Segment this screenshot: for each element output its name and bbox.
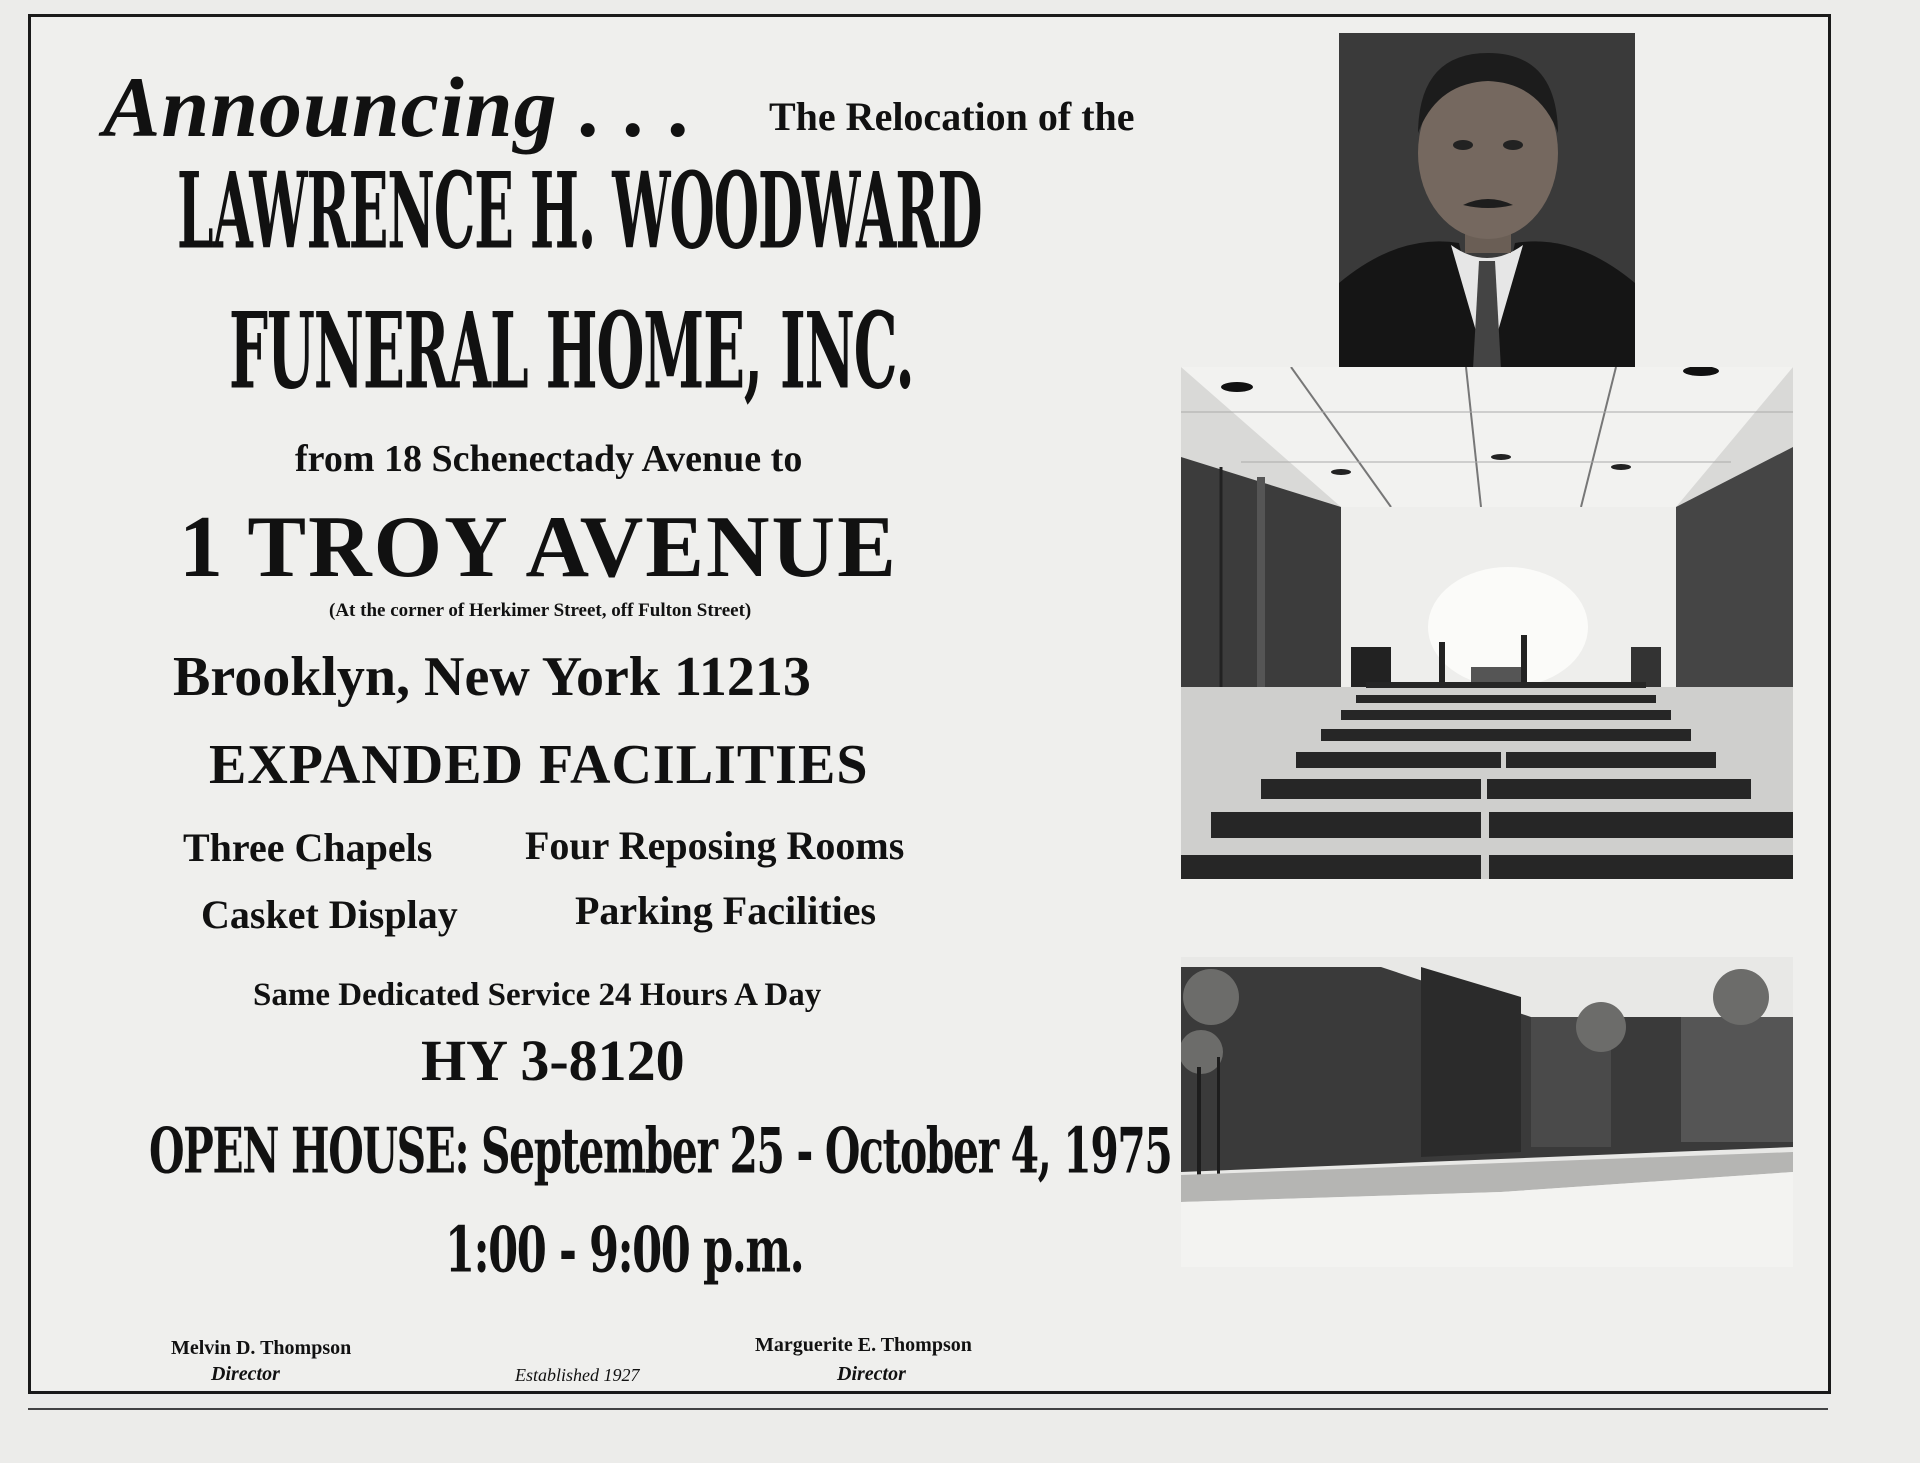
service-line: Same Dedicated Service 24 Hours A Day	[253, 977, 822, 1013]
open-house-line: OPEN HOUSE: September 25 - October 4, 1975	[149, 1115, 1172, 1189]
old-address: from 18 Schenectady Avenue to	[295, 438, 803, 480]
signatory-role: Director	[837, 1363, 906, 1385]
chapel-interior-photo	[1181, 367, 1793, 879]
facility-item: Casket Display	[201, 892, 458, 937]
corner-note: (At the corner of Herkimer Street, off Fulton Street)	[329, 600, 752, 621]
business-name-line1: LAWRENCE H. WOODWARD	[177, 149, 982, 273]
phone-number: HY 3-8120	[421, 1028, 685, 1093]
announcing-heading: Announcing . . .	[103, 59, 693, 155]
bottom-rule	[28, 1408, 1828, 1410]
relocation-subheading: The Relocation of the	[769, 94, 1135, 139]
facility-item: Three Chapels	[183, 825, 433, 870]
established-note: Established 1927	[515, 1365, 640, 1385]
signatory-name: Marguerite E. Thompson	[755, 1334, 972, 1356]
ad-frame	[28, 14, 1831, 1394]
new-address: 1 TROY AVENUE	[179, 499, 898, 596]
open-house-hours: 1:00 - 9:00 p.m.	[445, 1214, 804, 1288]
city-line: Brooklyn, New York 11213	[173, 646, 811, 708]
signatory-name: Melvin D. Thompson	[171, 1337, 352, 1359]
director-portrait-photo	[1339, 33, 1635, 369]
facility-item: Four Reposing Rooms	[525, 823, 905, 868]
expanded-facilities-heading: EXPANDED FACILITIES	[209, 734, 869, 796]
business-name-line2: FUNERAL HOME, INC.	[229, 289, 914, 413]
building-exterior-photo	[1181, 957, 1793, 1267]
facility-item: Parking Facilities	[575, 888, 877, 933]
signatory-role: Director	[211, 1363, 280, 1385]
